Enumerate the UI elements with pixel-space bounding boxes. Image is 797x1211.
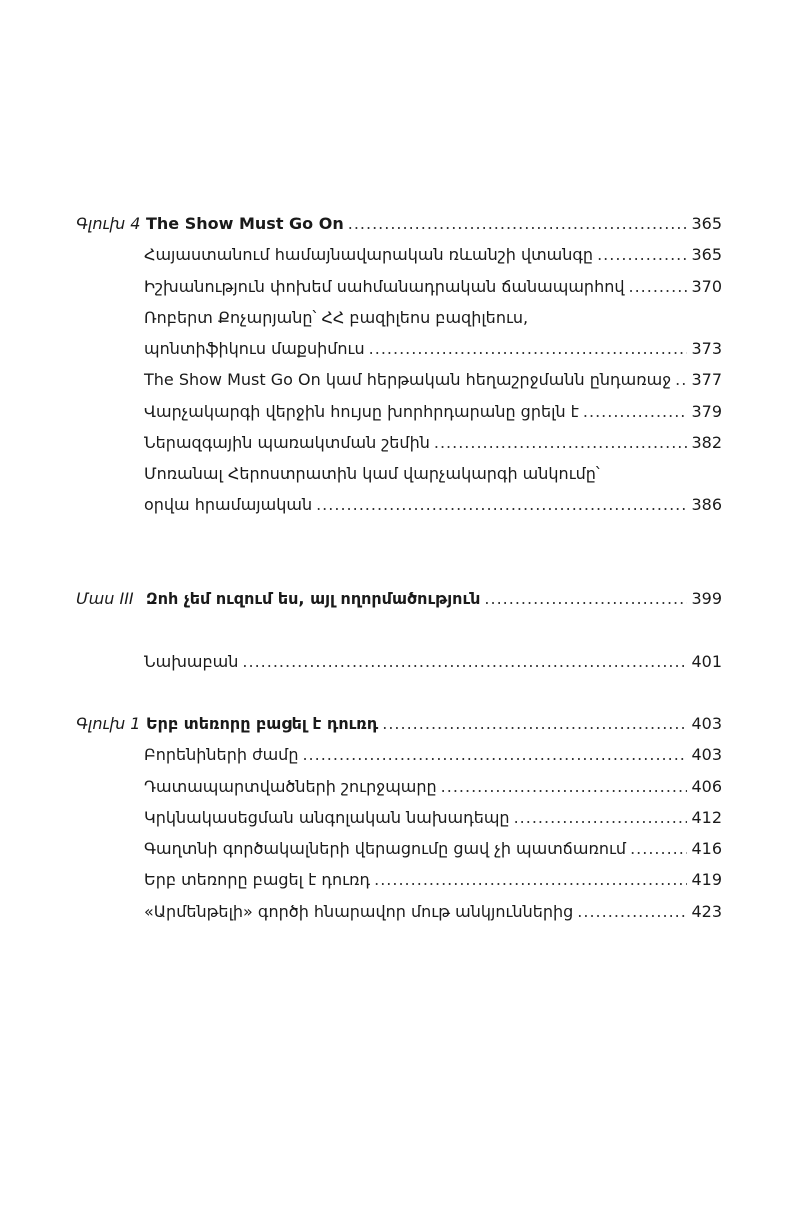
entry-title: The Show Must Go On կամ հերթական հեղաշրջմանն ընդառաջ	[144, 370, 672, 389]
toc-chapter-1[interactable]	[76, 712, 722, 736]
toc-chapter-4[interactable]	[76, 212, 722, 236]
page-number: 373	[691, 339, 722, 358]
entry-title: Երբ տեռորը բացել է դուռդ	[144, 870, 371, 889]
dot-leader	[382, 712, 687, 736]
dot-leader	[583, 400, 688, 424]
entry-title-line2: օրվա հրամայական	[144, 495, 313, 514]
toc-entry[interactable]	[144, 400, 722, 424]
page-number: 379	[691, 402, 722, 421]
entry-title-line1: Ռոբերտ Քոչարյանը՝ ՀՀ բազիլեոս բազիլեուս,	[144, 308, 529, 327]
page-number: 403	[691, 745, 722, 764]
toc-entry[interactable]	[144, 337, 722, 361]
page-number: 399	[691, 589, 722, 608]
toc-entry-line1[interactable]	[144, 462, 722, 486]
page-number: 382	[691, 433, 722, 452]
dot-leader	[242, 650, 687, 674]
dot-leader	[629, 275, 688, 299]
entry-title: «Արմենթելի» գործի հնարավոր մութ անկյուններից	[144, 902, 574, 921]
dot-leader	[597, 243, 687, 267]
page-number: 401	[691, 652, 722, 671]
toc-entry[interactable]	[144, 431, 722, 455]
toc-entry[interactable]	[144, 275, 722, 299]
entry-title: Նախաբան	[144, 652, 239, 671]
dot-leader	[374, 868, 687, 892]
dot-leader	[514, 806, 688, 830]
toc-entry[interactable]	[144, 743, 722, 767]
entry-title: Վարչակարգի վերջին հույսը խորհրդարանը ցրելն է	[144, 402, 579, 421]
toc-entry[interactable]	[144, 775, 722, 799]
dot-leader	[577, 900, 687, 924]
dot-leader	[369, 337, 688, 361]
page-number: 416	[691, 839, 722, 858]
dot-leader	[348, 212, 688, 236]
dot-leader	[675, 368, 687, 392]
page-number: 377	[691, 370, 722, 389]
entry-title: Հայաստանում համայնավարական ռևանշի վտանգը	[144, 245, 594, 264]
chapter-title: Երբ տեռորը բացել է դուռդ	[146, 714, 379, 733]
toc-preface[interactable]	[144, 650, 722, 674]
entry-title: Գաղտնի գործակալների վերացումը ցավ չի պատճառում	[144, 839, 627, 858]
page-number: 406	[691, 777, 722, 796]
toc-entry[interactable]	[144, 368, 722, 392]
toc-entry[interactable]	[144, 243, 722, 267]
dot-leader	[441, 775, 688, 799]
chapter-title: The Show Must Go On	[146, 214, 344, 233]
dot-leader	[484, 587, 687, 611]
entry-title-line2: պոնտիֆիկուս մաքսիմուս	[144, 339, 365, 358]
entry-title-line1: Մոռանալ Հերոստրատին կամ վարչակարգի անկումը՝	[144, 464, 600, 483]
page-number: 419	[691, 870, 722, 889]
entry-title: Բորենիների ժամը	[144, 745, 299, 764]
toc-entry[interactable]	[144, 837, 722, 861]
entry-title: Դատապարտվածների շուրջպարը	[144, 777, 437, 796]
dot-leader	[316, 493, 687, 517]
toc-entry[interactable]	[144, 806, 722, 830]
chapter-label: Գլուխ 4	[76, 214, 141, 233]
part-label: Մաս III	[76, 589, 134, 608]
page-number: 412	[691, 808, 722, 827]
toc-entry[interactable]	[144, 868, 722, 892]
dot-leader	[302, 743, 687, 767]
chapter-label: Գլուխ 1	[76, 714, 141, 733]
page-number: 386	[691, 495, 722, 514]
dot-leader	[630, 837, 687, 861]
entry-title: Կրկնակասեցման անգոլական նախադեպը	[144, 808, 510, 827]
toc-entry-line1[interactable]	[144, 306, 722, 330]
page-number: 423	[691, 902, 722, 921]
page-number: 370	[691, 277, 722, 296]
toc-part-3[interactable]	[76, 587, 722, 611]
entry-title: Ներազգային պառակտման շեմին	[144, 433, 430, 452]
page-number: 403	[691, 714, 722, 733]
toc-entry[interactable]	[144, 493, 722, 517]
toc-entry[interactable]	[144, 900, 722, 924]
dot-leader	[434, 431, 688, 455]
page-number: 365	[691, 214, 722, 233]
entry-title: Իշխանություն փոխեմ սահմանադրական ճանապարհով	[144, 277, 625, 296]
part-title: Զոհ չեմ ուզում ես, այլ ողորմածություն	[146, 589, 481, 608]
page-number: 365	[691, 245, 722, 264]
